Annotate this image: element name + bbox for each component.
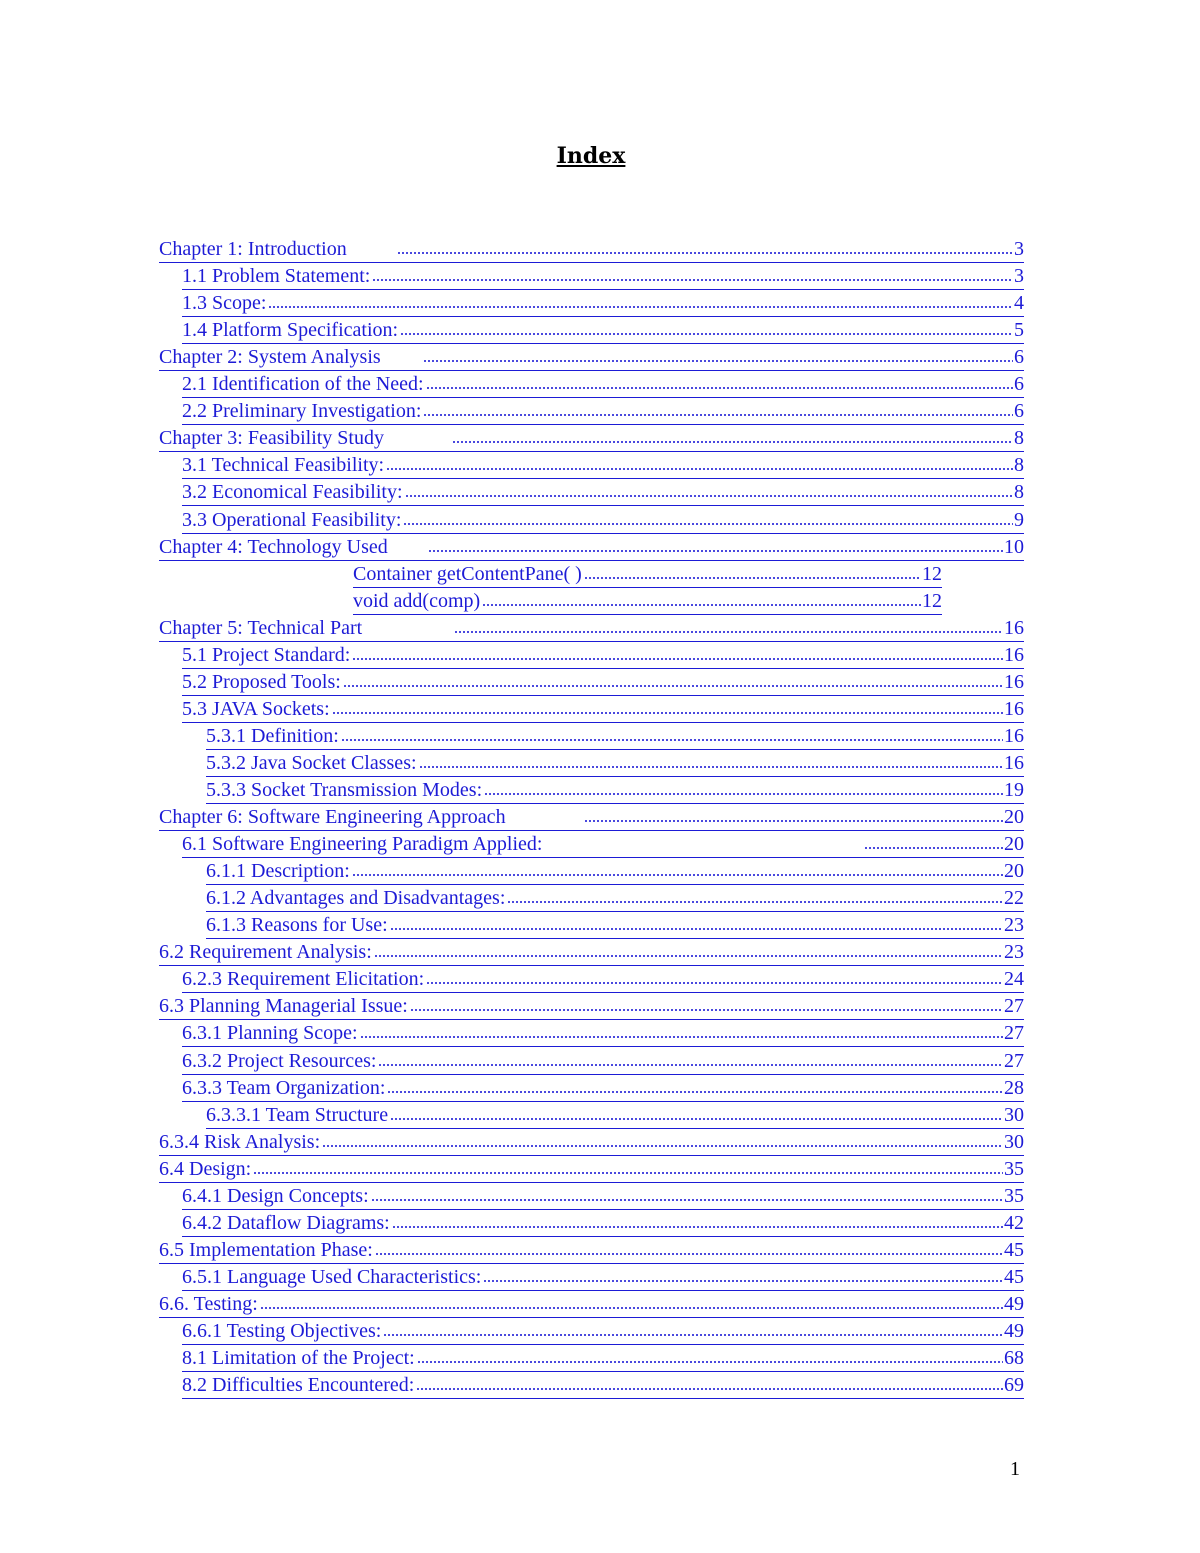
toc-entry-label: 6.3 Planning Managerial Issue: [159, 995, 408, 1018]
toc-entry-page: 24 [1004, 968, 1024, 991]
toc-dot-leader [360, 1034, 1003, 1040]
toc-entry[interactable] [206, 724, 1024, 750]
toc-dot-leader [341, 737, 1003, 743]
toc-entry[interactable] [182, 1346, 1024, 1372]
toc-entry-label: 6.4 Design: [159, 1157, 252, 1180]
toc-entry-page: 42 [1004, 1211, 1024, 1234]
toc-entry-page: 8 [1014, 454, 1024, 477]
toc-entry[interactable] [206, 778, 1024, 804]
toc-entry-label: 3.3 Operational Feasibility: [182, 508, 402, 531]
toc-dot-leader [426, 980, 1003, 986]
toc-dot-leader [390, 926, 1003, 932]
toc-entry-label: 2.1 Identification of the Need: [182, 373, 424, 396]
toc-entry-page: 16 [1004, 724, 1024, 747]
toc-entry-label: 6.1.1 Description: [206, 860, 350, 883]
toc-dot-leader [386, 466, 1013, 472]
toc-dot-leader [584, 818, 1003, 824]
toc-dot-leader [484, 791, 1003, 797]
toc-entry[interactable] [182, 1373, 1024, 1399]
toc-entry-label: Chapter 6: Software Engineering Approach [159, 806, 506, 829]
toc-entry-label: 1.4 Platform Specification: [182, 319, 399, 342]
toc-entry-page: 6 [1014, 346, 1024, 369]
toc-dot-leader [343, 683, 1003, 689]
toc-entry-page: 10 [1004, 535, 1024, 558]
toc-entry[interactable] [159, 1238, 1024, 1264]
toc-dot-leader [390, 1116, 1003, 1122]
toc-dot-leader [482, 602, 921, 608]
toc-entry[interactable] [206, 751, 1024, 777]
toc-entry-page: 45 [1004, 1265, 1024, 1288]
toc-dot-leader [423, 358, 1013, 364]
toc-entry-label: void add(comp) [353, 589, 481, 612]
toc-entry-label: 5.3.1 Definition: [206, 724, 339, 747]
toc-dot-leader [405, 493, 1013, 499]
toc-entry-label: 6.3.3 Team Organization: [182, 1076, 386, 1099]
toc-dot-leader [375, 1251, 1003, 1257]
toc-entry[interactable] [159, 237, 1024, 263]
toc-dot-leader [397, 250, 1013, 256]
toc-entry-label: 6.4.2 Dataflow Diagrams: [182, 1211, 390, 1234]
toc-entry-page: 49 [1004, 1320, 1024, 1342]
toc-entry-label: 5.3.3 Socket Transmission Modes: [206, 779, 483, 801]
toc-entry-label: 6.2.3 Requirement Elicitation: [182, 968, 425, 991]
toc-entry[interactable] [159, 616, 1024, 642]
toc-entry[interactable] [159, 535, 1024, 561]
toc-entry[interactable] [182, 372, 1024, 398]
toc-entry-label: 6.3.1 Planning Scope: [182, 1022, 358, 1045]
toc-entry-page: 23 [1004, 914, 1024, 937]
toc-entry[interactable] [182, 1319, 1024, 1345]
toc-dot-leader [383, 1332, 1003, 1338]
toc-entry-page: 22 [1004, 887, 1024, 910]
toc-dot-leader [584, 575, 921, 581]
toc-entry-page: 20 [1004, 860, 1024, 883]
page-title: Index [556, 143, 626, 169]
toc-entry-page: 16 [1004, 670, 1024, 693]
toc-entry-label: Chapter 3: Feasibility Study [159, 427, 384, 450]
toc-entry-page: 30 [1004, 1103, 1024, 1126]
toc-entry-page: 69 [1004, 1374, 1024, 1397]
toc-dot-leader [416, 1386, 1003, 1392]
toc-dot-leader [371, 1197, 1003, 1203]
toc-entry-label: 6.3.4 Risk Analysis: [159, 1130, 321, 1153]
toc-entry-page: 4 [1014, 292, 1024, 315]
toc-entry[interactable] [159, 345, 1024, 371]
toc-dot-leader [423, 412, 1013, 418]
toc-dot-leader [417, 1359, 1003, 1365]
toc-entry[interactable] [159, 1157, 1024, 1183]
toc-entry[interactable] [206, 886, 1024, 912]
toc-entry-page: 27 [1004, 995, 1024, 1018]
toc-entry[interactable] [182, 697, 1024, 723]
toc-entry[interactable] [159, 994, 1024, 1020]
toc-entry-label: 6.5 Implementation Phase: [159, 1238, 373, 1261]
toc-entry-page: 35 [1004, 1184, 1024, 1207]
toc-entry-page: 28 [1004, 1076, 1024, 1099]
toc-entry-page: 6 [1014, 400, 1024, 423]
toc-entry[interactable] [182, 1021, 1024, 1047]
toc-entry-label: 5.2 Proposed Tools: [182, 670, 341, 693]
toc-entry-page: 6 [1014, 373, 1024, 396]
toc-entry-page: 19 [1004, 779, 1024, 801]
toc-dot-leader [410, 1007, 1003, 1013]
toc-entry-label: 6.6. Testing: [159, 1292, 258, 1315]
toc-dot-leader [392, 1224, 1003, 1230]
toc-entry-label: 6.5.1 Language Used Characteristics: [182, 1265, 482, 1288]
toc-entry-label: 1.3 Scope: [182, 292, 267, 315]
toc-entry-label: 6.3.2 Project Resources: [182, 1049, 377, 1072]
toc-entry[interactable] [159, 940, 1024, 966]
toc-entry-page: 5 [1014, 319, 1024, 342]
toc-entry[interactable] [182, 643, 1024, 669]
toc-entry-label: 2.2 Preliminary Investigation: [182, 400, 422, 423]
toc-entry-label: 6.1 Software Engineering Paradigm Applied: [182, 833, 543, 856]
toc-entry-label: 8.2 Difficulties Encountered: [182, 1374, 415, 1397]
toc-entry[interactable] [353, 562, 942, 588]
toc-entry[interactable] [182, 291, 1024, 317]
toc-entry-label: Chapter 5: Technical Part [159, 616, 363, 639]
toc-dot-leader [374, 953, 1003, 959]
toc-entry[interactable] [182, 318, 1024, 344]
toc-entry-page: 16 [1004, 643, 1024, 666]
toc-entry-label: 3.1 Technical Feasibility: [182, 454, 385, 477]
toc-dot-leader [387, 1089, 1003, 1095]
toc-entry[interactable] [182, 967, 1024, 993]
toc-entry-page: 20 [1004, 833, 1024, 856]
toc-entry[interactable] [206, 913, 1024, 939]
toc-entry-page: 16 [1004, 751, 1024, 774]
toc-entry-label: 1.1 Problem Statement: [182, 265, 371, 288]
toc-entry-label: Chapter 2: System Analysis [159, 346, 381, 369]
toc-entry[interactable] [182, 480, 1024, 506]
toc-dot-leader [507, 899, 1003, 905]
toc-dot-leader [454, 629, 1003, 635]
toc-entry[interactable] [159, 1130, 1024, 1156]
toc-entry-page: 49 [1004, 1292, 1024, 1315]
toc-entry[interactable] [206, 1103, 1024, 1129]
toc-dot-leader [332, 710, 1003, 716]
toc-entry-page: 12 [922, 589, 942, 612]
toc-entry-page: 27 [1004, 1022, 1024, 1045]
toc-entry-label: 5.1 Project Standard: [182, 643, 351, 666]
toc-entry[interactable] [182, 453, 1024, 479]
toc-entry-label: 6.6.1 Testing Objectives: [182, 1320, 382, 1342]
toc-entry[interactable] [206, 859, 1024, 885]
toc-dot-leader [352, 656, 1003, 662]
toc-entry-page: 20 [1004, 806, 1024, 829]
toc-entry[interactable] [182, 1184, 1024, 1210]
toc-entry[interactable] [182, 264, 1024, 290]
toc-dot-leader [260, 1305, 1003, 1311]
toc-entry-label: 6.1.3 Reasons for Use: [206, 914, 388, 937]
toc-entry-label: 5.3 JAVA Sockets: [182, 697, 330, 720]
toc-entry[interactable] [182, 832, 1024, 858]
toc-dot-leader [322, 1143, 1003, 1149]
toc-dot-leader [352, 872, 1003, 878]
toc-entry[interactable] [159, 805, 1024, 831]
toc-dot-leader [400, 331, 1013, 337]
toc-entry-page: 27 [1004, 1049, 1024, 1072]
toc-entry[interactable] [159, 426, 1024, 452]
toc-entry-label: Chapter 1: Introduction [159, 238, 347, 260]
toc-entry-label: 8.1 Limitation of the Project: [182, 1347, 415, 1370]
toc-entry-page: 16 [1004, 697, 1024, 720]
toc-entry-page: 23 [1004, 941, 1024, 964]
toc-entry-page: 8 [1014, 481, 1024, 504]
toc-entry-page: 3 [1014, 238, 1024, 260]
toc-entry[interactable] [353, 589, 942, 615]
toc-entry[interactable] [182, 1211, 1024, 1237]
toc-dot-leader [378, 1062, 1003, 1068]
toc-entry-label: 5.3.2 Java Socket Classes: [206, 751, 417, 774]
toc-entry-page: 12 [922, 562, 942, 585]
toc-dot-leader [268, 304, 1013, 310]
toc-entry-page: 45 [1004, 1238, 1024, 1261]
toc-entry-label: 6.1.2 Advantages and Disadvantages: [206, 887, 506, 910]
toc-dot-leader [426, 385, 1013, 391]
toc-dot-leader [428, 548, 1003, 554]
toc-dot-leader [419, 764, 1003, 770]
toc-entry-page: 35 [1004, 1157, 1024, 1180]
toc-entry-page: 68 [1004, 1347, 1024, 1370]
toc-dot-leader [253, 1170, 1003, 1176]
page-number: 1 [1010, 1458, 1020, 1480]
toc-entry[interactable] [182, 1049, 1024, 1075]
toc-dot-leader [452, 439, 1013, 445]
toc-entry-label: 6.3.3.1 Team Structure [206, 1103, 389, 1126]
toc-entry-label: 6.4.1 Design Concepts: [182, 1184, 369, 1207]
toc-entry-label: Container getContentPane( ) [353, 562, 582, 585]
toc-dot-leader [403, 521, 1013, 527]
toc-entry[interactable] [182, 1076, 1024, 1102]
toc-entry-label: 3.2 Economical Feasibility: [182, 481, 403, 504]
toc-entry-page: 8 [1014, 427, 1024, 450]
toc-entry-page: 16 [1004, 616, 1024, 639]
toc-entry[interactable] [182, 670, 1024, 696]
toc-entry[interactable] [182, 399, 1024, 425]
toc-dot-leader [372, 277, 1013, 283]
toc-entry-label: 6.2 Requirement Analysis: [159, 941, 372, 964]
toc-entry-label: Chapter 4: Technology Used [159, 535, 388, 558]
toc-entry[interactable] [159, 1292, 1024, 1318]
toc-entry[interactable] [182, 508, 1024, 534]
toc-entry[interactable] [182, 1265, 1024, 1291]
toc-dot-leader [864, 845, 1003, 851]
toc-entry-page: 30 [1004, 1130, 1024, 1153]
toc-entry-page: 3 [1014, 265, 1024, 288]
toc-entry-page: 9 [1014, 508, 1024, 531]
toc-dot-leader [483, 1278, 1003, 1284]
